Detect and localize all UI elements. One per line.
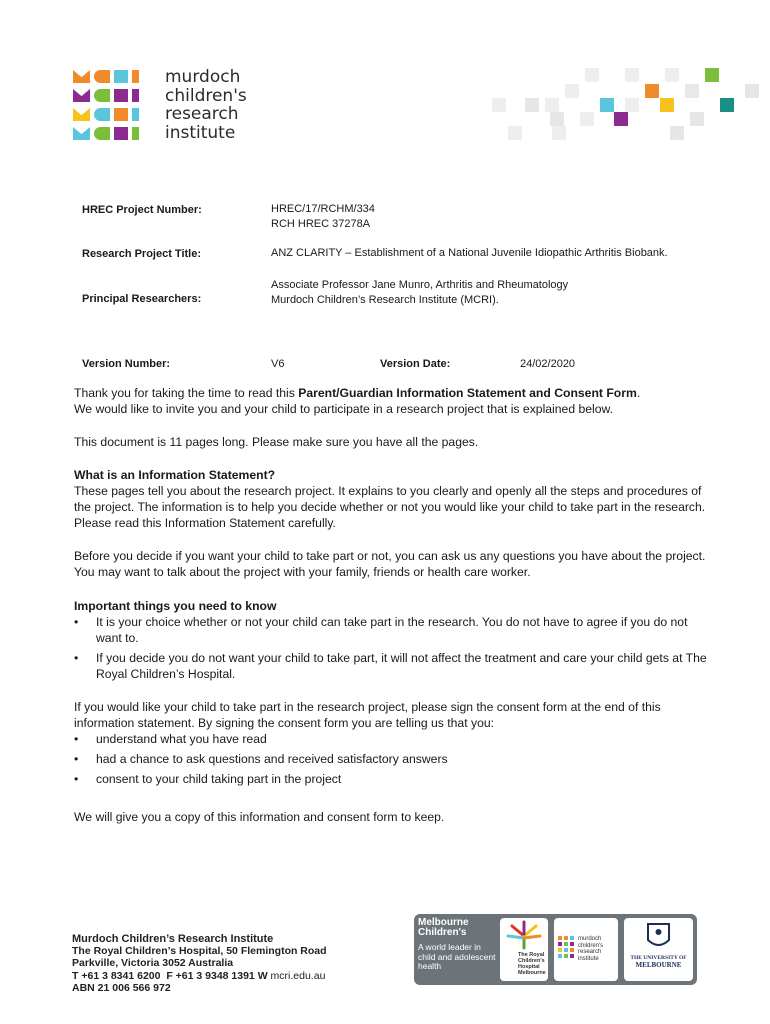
mcri-logo-text xyxy=(165,68,247,142)
intro-text: Thank you for taking the time to read this xyxy=(74,386,299,400)
tree-icon xyxy=(500,918,548,954)
intro-period: . xyxy=(636,386,641,400)
hrec-value xyxy=(271,202,375,232)
date-value: 24/02/2020 xyxy=(520,358,576,370)
version-label: Version Number: xyxy=(82,358,171,370)
form-name: Parent/Guardian Information Statement and Consent Form xyxy=(298,386,637,400)
consent-text: If you would like your child to take part in the research project, please sign the consent form at the end of this information statement. By signing the consent form you are telling us that you: xyxy=(74,700,661,730)
important-heading: Important things you need to know xyxy=(74,599,277,613)
mcri-mini-mark xyxy=(558,936,576,960)
important-section xyxy=(74,598,714,682)
fax-number: +61 3 9348 1391 xyxy=(175,969,255,982)
partner-logos xyxy=(414,914,697,985)
hrec-number: HREC/17/RCHM/334 xyxy=(271,203,375,215)
pi-name: Associate Professor Jane Munro, Arthritis and Rheumatology xyxy=(271,279,569,291)
consent-list xyxy=(74,731,714,787)
important-list xyxy=(74,614,714,682)
date-label: Version Date: xyxy=(380,358,451,370)
crest-icon xyxy=(624,918,693,954)
bullet-icon: • xyxy=(74,772,79,786)
website-link[interactable]: mcri.edu.au xyxy=(270,969,326,982)
what-section xyxy=(74,467,714,531)
what-heading: What is an Information Statement? xyxy=(74,468,276,482)
pi-value xyxy=(271,278,568,308)
copy-note: We will give you a copy of this information and consent form to keep. xyxy=(74,810,445,824)
what-text: These pages tell you about the research project. It explains to you clearly and openly all the steps and procedures of the project. The information is to help you decide whether or not you would like your child to take part in the research. Please read this Information Statement carefully. xyxy=(74,484,706,530)
pages-note: This document is 11 pages long. Please make sure you have all the pages. xyxy=(74,435,479,449)
title-value: ANZ CLARITY – Establishment of a National Juvenile Idiopathic Arthritis Biobank. xyxy=(271,247,668,259)
rch-logo: The Royal Children's Hospital Melbourne xyxy=(500,918,548,981)
hrec-label: HREC Project Number: xyxy=(82,204,202,216)
consent-section xyxy=(74,699,714,787)
list-item: • understand what you have read xyxy=(74,732,267,746)
pi-institution: Murdoch Children’s Research Institute (MCRI). xyxy=(271,294,499,306)
list-item: • consent to your child taking part in the project xyxy=(74,772,342,786)
org-name: Murdoch Children’s Research Institute xyxy=(72,933,274,945)
address-line: Parkville, Victoria 3052 Australia xyxy=(72,957,234,970)
logo-line: children's xyxy=(165,85,247,106)
bullet-icon: • xyxy=(74,615,79,629)
university-of-melbourne-logo: THE UNIVERSITY OF MELBOURNE xyxy=(624,918,693,981)
footer-address xyxy=(72,933,327,994)
melbourne-childrens-logo: Melbourne Children's A world leader in child and adolescent health xyxy=(418,917,496,971)
version-value: V6 xyxy=(271,358,285,370)
before-paragraph: Before you decide if you want your child to take part or not, you can ask us any questions you have about the project. You may want to talk about the project with your family, friends or health care worker. xyxy=(74,549,706,579)
abn: ABN 21 006 566 972 xyxy=(72,981,171,994)
intro-paragraph xyxy=(74,385,714,417)
decorative-mosaic xyxy=(490,66,760,146)
bullet-icon: • xyxy=(74,732,79,746)
logo-line: murdoch xyxy=(165,67,241,87)
mcri-logo-mark xyxy=(73,70,153,142)
title-label: Research Project Title: xyxy=(82,248,202,260)
invite-text: We would like to invite you and your child to participate in a research project that is explained below. xyxy=(74,402,614,416)
rch-hrec-number: RCH HREC 37278A xyxy=(271,218,371,230)
pi-label: Principal Researchers: xyxy=(82,293,202,305)
bullet-icon: • xyxy=(74,752,79,766)
list-item: • If you decide you do not want your child to take part, it will not affect the treatment and care your child gets at The Royal Children’s Hospital. xyxy=(74,651,707,681)
list-item: • It is your choice whether or not your child can take part in the research. You do not have to agree if you do not want to. xyxy=(74,615,688,645)
list-item: • had a chance to ask questions and received satisfactory answers xyxy=(74,752,448,766)
mcri-partner-logo: murdoch children's research institute xyxy=(554,918,618,981)
contact-line: T +61 3 8341 6200 F +61 3 9348 1391 W mcri.edu.au xyxy=(72,969,326,982)
bullet-icon: • xyxy=(74,651,79,665)
phone-number: +61 3 8341 6200 xyxy=(81,969,161,982)
address-line: The Royal Children’s Hospital, 50 Flemington Road xyxy=(72,945,327,958)
logo-line: research xyxy=(165,104,239,124)
logo-line: institute xyxy=(165,122,236,143)
